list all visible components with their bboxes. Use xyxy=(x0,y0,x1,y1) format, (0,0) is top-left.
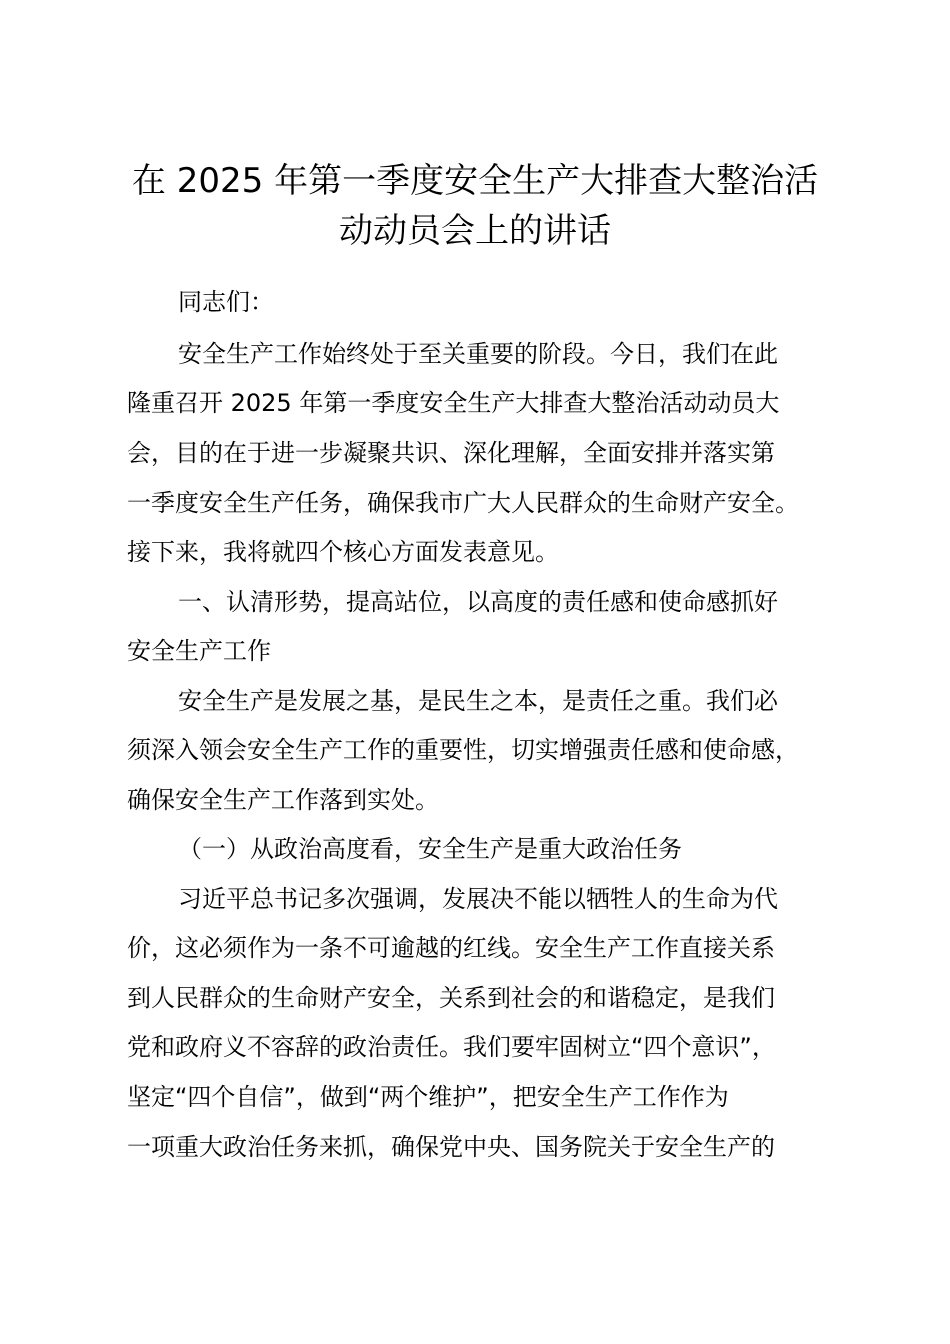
paragraph-line: 党和政府义不容辞的政治责任。我们要牢固树立“四个意识”， xyxy=(127,1033,776,1061)
subsection-heading: （一）从政治高度看，安全生产是重大政治任务 xyxy=(178,835,682,863)
salutation: 同志们： xyxy=(178,288,274,316)
paragraph-line: 确保安全生产工作落到实处。 xyxy=(127,786,439,814)
document-title-line-1: 在 2025 年第一季度安全生产大排查大整治活 xyxy=(131,161,819,201)
document-title-line-2: 动动员会上的讲话 xyxy=(339,211,611,251)
section-heading: 一、认清形势，提高站位，以高度的责任感和使命感抓好 xyxy=(178,588,778,616)
paragraph-line: 安全生产是发展之基，是民生之本，是责任之重。我们必 xyxy=(178,687,778,715)
paragraph-line: 价，这必须作为一条不可逾越的红线。安全生产工作直接关系 xyxy=(127,934,775,962)
paragraph-line: 安全生产工作始终处于至关重要的阶段。今日，我们在此 xyxy=(178,340,778,368)
paragraph-line: 会，目的在于进一步凝聚共识、深化理解，全面安排并落实第 xyxy=(127,439,775,467)
paragraph-line: 隆重召开 2025 年第一季度安全生产大排查大整治活动动员大 xyxy=(127,389,780,417)
paragraph-line: 到人民群众的生命财产安全，关系到社会的和谐稳定，是我们 xyxy=(127,984,775,1012)
section-heading: 安全生产工作 xyxy=(127,637,271,665)
paragraph-line: 习近平总书记多次强调，发展决不能以牺牲人的生命为代 xyxy=(178,885,778,913)
paragraph-line: 接下来，我将就四个核心方面发表意见。 xyxy=(127,538,559,566)
paragraph-line: 坚定“四个自信”，做到“两个维护”，把安全生产工作作为 xyxy=(127,1083,729,1111)
paragraph-line: 一季度安全生产任务，确保我市广大人民群众的生命财产安全。 xyxy=(127,489,799,517)
paragraph-line: 须深入领会安全生产工作的重要性，切实增强责任感和使命感， xyxy=(127,736,799,764)
paragraph-line: 一项重大政治任务来抓，确保党中央、国务院关于安全生产的 xyxy=(127,1133,775,1161)
